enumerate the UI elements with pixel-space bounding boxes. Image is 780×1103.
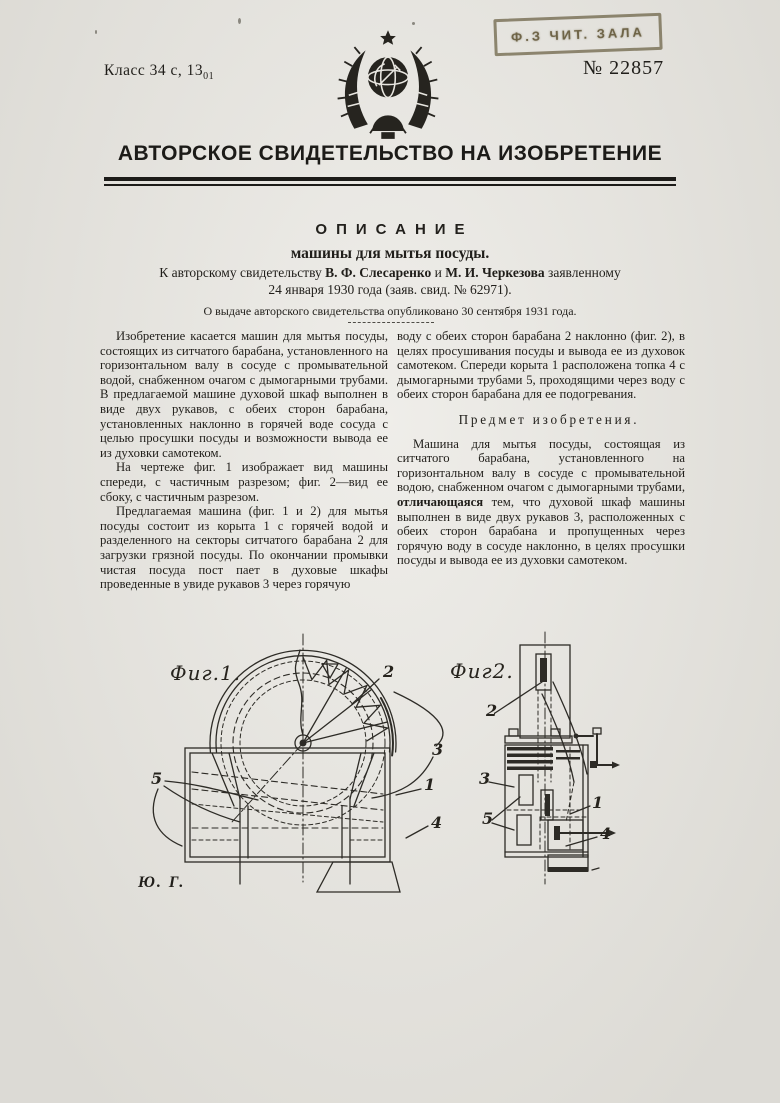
library-stamp: Ф.З ЧИТ. ЗАЛА	[493, 13, 662, 56]
ussr-coat-of-arms-emblem	[330, 28, 446, 140]
fig1-ref-1: 1	[424, 775, 436, 794]
fig1-ref-2: 2	[383, 662, 395, 681]
class-label-subscript: 01	[203, 71, 215, 83]
attribution-post: заявленному	[548, 265, 621, 280]
fig2-ref-3: 3	[479, 769, 491, 788]
figure-1-caption: Фиг.1.	[170, 661, 242, 685]
paragraph: Изобретение касается машин для мытья посуды, состоящих из ситчатого барабана, установленного на горизонтальном валу в сосуде с промывательной водой, снабженном очагом с дымогарными трубами. В предлагаемой машине духовой шкаф выполнен в виде двух рукавов, с обеих сторон барабана, установленных наклонно в горячей воде сосуда с целью просушки посуды и возможности вывода ее из духовки самотеком.	[100, 329, 388, 460]
author-1: В. Ф. Слесаренко	[325, 265, 432, 280]
attribution-conjunction: и	[434, 265, 442, 280]
fig1-ref-4: 4	[431, 813, 443, 832]
scan-speck	[238, 18, 241, 24]
fig1-ref-5: 5	[151, 769, 163, 788]
title-rule	[104, 177, 676, 186]
section-title: ОПИСАНИЕ	[315, 221, 474, 238]
fig2-ref-5: 5	[482, 809, 494, 828]
paragraph: воду с обеих сторон барабана 2 наклонно (фиг. 2), в целях просушивания посуды и вывода ее из духовок самотеком. Спереди корыта 1 расположена топка 4 с дымогарными трубами 5, проходящими через воду с обеих сторон барабана для ее подогревания.	[397, 329, 685, 402]
class-label-text: Класс 34 с, 13	[104, 62, 204, 79]
document-title: АВТОРСКОЕ СВИДЕТЕЛЬСТВО НА ИЗОБРЕТЕНИЕ	[117, 142, 663, 165]
scan-speck	[95, 30, 97, 34]
invention-subject: машины для мытья посуды.	[290, 245, 490, 262]
author-initials: Ю. Г.	[138, 874, 186, 891]
fig2-ref-2: 2	[486, 701, 498, 720]
claim-pre: Машина для мытья посуды, состоящая из ситчатого барабана, установленного на горизонтальном валу в сосуде с промывательной водою, снабженном очагом с дымогарными трубами,	[397, 436, 685, 495]
fig2-ref-1: 1	[592, 793, 604, 812]
author-2: М. И. Черкезова	[445, 265, 545, 280]
class-label	[104, 62, 214, 82]
figure-1-drawing	[151, 634, 443, 892]
scan-speck	[412, 22, 415, 25]
fig1-ref-3: 3	[432, 740, 444, 759]
claim-keyword: отличающаяся	[397, 494, 484, 509]
left-column	[100, 329, 388, 592]
document-number: № 22857	[583, 57, 665, 79]
publication-underline	[348, 322, 434, 323]
claim-paragraph	[397, 437, 685, 568]
body-text	[100, 329, 685, 592]
paragraph: Предлагаемая машина (фиг. 1 и 2) для мытья посуды состоит из корыта 1 с горячей водой и разделенного на секторы ситчатого барабана 2 для загрузки грязной посуды. По окончании промывки чистая посуда пост пает в духовые шкафы проведенные в увиде рукавов 3 через горячую	[100, 504, 388, 592]
figure-2-drawing	[450, 632, 620, 884]
claim-heading: Предмет изобретения.	[458, 411, 640, 427]
right-column	[397, 329, 685, 592]
publication-line: О выдаче авторского свидетельства опубликовано 30 сентября 1931 года.	[203, 304, 577, 318]
claim-post: тем, что духовой шкаф машины выполнен в виде двух рукавов 3, расположенных с обеих сторон барабана и пропущенных через горячую воду в сосуде наклонно, в целях просушки посуды и вывода ее из духовки самотеком.	[397, 494, 686, 568]
attribution-pre: К авторскому свидетельству	[159, 265, 322, 280]
filing-date-line: 24 января 1930 года (заяв. свид. № 62971).	[268, 282, 512, 297]
fig2-ref-4: 4	[600, 824, 612, 843]
attribution-line	[0, 265, 780, 281]
patent-drawings	[0, 630, 780, 925]
paragraph: На чертеже фиг. 1 изображает вид машины спереди, с частичным разрезом; фиг. 2—вид ее сбоку, с частичным разрезом.	[100, 460, 388, 504]
figure-2-caption: Фиг2.	[450, 659, 514, 683]
